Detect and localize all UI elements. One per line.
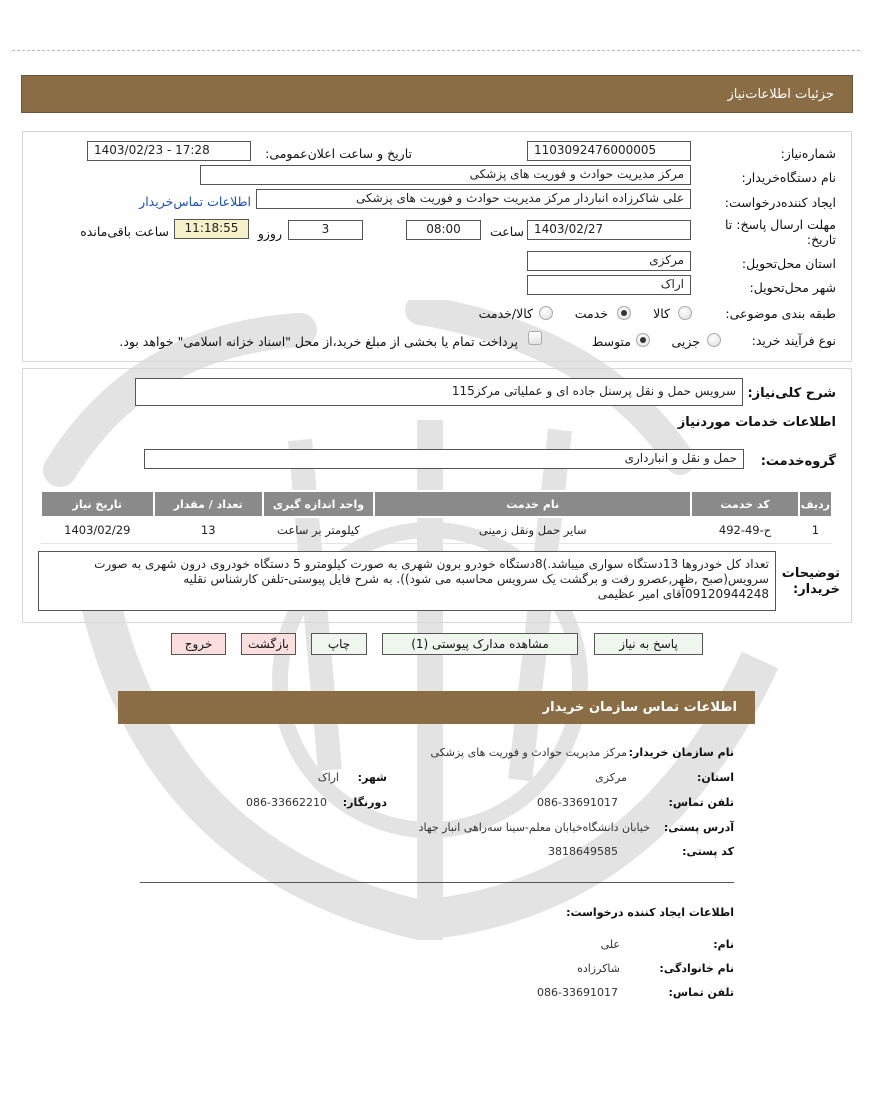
announce-date-field: 1403/02/23 - 17:28 xyxy=(87,141,251,161)
deadline-label: مهلت ارسال پاسخ: تا تاریخ: xyxy=(725,217,836,247)
buyer-contact-link[interactable]: اطلاعات تماس‌خریدار xyxy=(139,194,251,209)
row-name: سایر حمل ونقل زمینی xyxy=(374,517,691,543)
col-unit-header: واحد اندازه گیری xyxy=(263,491,374,517)
contact-section-title: اطلاعات تماس سازمان خریدار xyxy=(542,700,737,715)
contact-province-value: مرکزی xyxy=(595,771,627,784)
category-both-label: کالا/خدمت xyxy=(478,306,533,321)
need-number-field: 1103092476000005 xyxy=(527,141,691,161)
col-date-header: تاریخ نیاز xyxy=(41,491,154,517)
days-field: 3 xyxy=(288,220,363,240)
address-value: خیابان دانشگاه‌خیابان معلم-سینا سه‌راهی انبار جهاد xyxy=(418,821,650,834)
page-header xyxy=(21,75,853,113)
col-name-header: نام خدمت xyxy=(374,491,691,517)
buyer-notes-label: توضیحات خریدار: xyxy=(781,566,840,597)
requester-name-label: نام: xyxy=(713,938,734,951)
process-minor-label: جزیی xyxy=(671,334,700,349)
days-label: روزو xyxy=(257,226,282,241)
row-date: 1403/02/29 xyxy=(41,517,154,543)
category-service-radio[interactable] xyxy=(617,306,631,320)
category-goods-label: کالا xyxy=(653,306,670,321)
process-medium-label: متوسط xyxy=(591,334,631,349)
province-field: مرکزی xyxy=(527,251,691,271)
contact-phone-label: تلفن تماس: xyxy=(668,796,734,809)
summary-label: شرح کلی‌نیاز: xyxy=(747,386,836,401)
city-label: شهر محل‌تحویل: xyxy=(749,280,836,295)
back-button[interactable]: بازگشت xyxy=(241,633,296,655)
city-field: اراک xyxy=(527,275,691,295)
row-code: ح-49-492 xyxy=(691,517,798,543)
print-button[interactable]: چاپ xyxy=(311,633,367,655)
fax-label: دورنگار: xyxy=(342,796,387,809)
top-divider xyxy=(12,50,860,51)
row-qty: 13 xyxy=(154,517,263,543)
requester-phone-value: 086-33691017 xyxy=(537,986,618,999)
requester-title: اطلاعات ایجاد کننده درخواست: xyxy=(566,906,734,919)
category-goods-radio[interactable] xyxy=(678,306,692,320)
category-label: طبقه بندی موضوعی: xyxy=(725,306,836,321)
buyer-field: مرکز مدیریت حوادث و فوریت های پزشکی xyxy=(200,165,691,185)
treasury-note: پرداخت تمام یا بخشی از مبلغ خرید،از محل "اسناد خزانه اسلامی" خواهد بود. xyxy=(119,334,518,349)
org-name-value: مرکز مدیریت حوادث و فوریت های پزشکی xyxy=(430,746,627,759)
view-attachments-button[interactable]: مشاهده مدارک پیوستی (1) xyxy=(382,633,578,655)
service-group-field: حمل و نقل و انبارداری xyxy=(144,449,744,469)
requester-phone-label: تلفن تماس: xyxy=(668,986,734,999)
page-title: جزئیات اطلاعات‌نیاز xyxy=(727,86,834,102)
category-both-radio[interactable] xyxy=(539,306,553,320)
deadline-date-field: 1403/02/27 xyxy=(527,220,691,240)
treasury-checkbox[interactable] xyxy=(528,331,542,345)
province-label: استان محل‌تحویل: xyxy=(741,256,836,271)
table-header-row xyxy=(41,491,832,517)
deadline-time-label: ساعت xyxy=(489,224,524,239)
fax-value: 086-33662210 xyxy=(246,796,327,809)
org-name-label: نام سازمان خریدار: xyxy=(628,746,734,759)
address-label: آدرس پستی: xyxy=(663,821,734,834)
buyer-label: نام دستگاه‌خریدار: xyxy=(741,170,836,185)
buyer-notes-box xyxy=(38,551,776,611)
contact-province-label: استان: xyxy=(697,771,734,784)
contact-city-value: اراک xyxy=(317,771,339,784)
table-row xyxy=(41,517,832,543)
remaining-label: ساعت باقی‌مانده xyxy=(80,224,169,239)
contact-divider xyxy=(140,882,734,883)
col-code-header: کد خدمت xyxy=(691,491,798,517)
contact-city-label: شهر: xyxy=(357,771,387,784)
services-table xyxy=(40,490,833,544)
summary-field: سرویس حمل و نقل پرسنل جاده ای و عملیاتی مرکز115 xyxy=(135,378,743,406)
reply-button[interactable]: پاسخ به نیاز xyxy=(594,633,703,655)
contact-section-header xyxy=(118,691,755,724)
notes-line-2: سرویس(صبح ,ظهر,عصرو رفت و برگشت یک سرویس محاسبه می شود)). به شرح فایل پیوستی-تلفن کارشناس نقلیه xyxy=(183,572,769,586)
requester-family-label: نام خانوادگی: xyxy=(659,962,734,975)
notes-line-3: 09120944248آقای امیر عظیمی xyxy=(597,587,769,601)
postal-code-value: 3818649585 xyxy=(548,845,618,858)
remaining-time-field: 11:18:55 xyxy=(174,219,249,239)
deadline-time-field: 08:00 xyxy=(406,220,481,240)
creator-field: علی شاکرزاده انباردار مرکز مدیریت حوادث و فوریت های پزشکی xyxy=(256,189,691,209)
requester-family-value: شاکرزاده xyxy=(577,962,620,975)
services-title: اطلاعات خدمات موردنیاز xyxy=(677,415,836,430)
notes-line-1: تعداد کل خودروها 13دستگاه سواری میباشد.)8دستگاه خودرو برون شهری به صورت کیلومترو 5 دستگاه خودروی درون شهری به صورت xyxy=(94,557,769,571)
exit-button[interactable]: خروج xyxy=(171,633,226,655)
process-minor-radio[interactable] xyxy=(707,333,721,347)
need-number-label: شماره‌نیاز: xyxy=(780,146,836,161)
row-index: 1 xyxy=(799,517,832,543)
contact-phone-value: 086-33691017 xyxy=(537,796,618,809)
process-medium-radio[interactable] xyxy=(636,333,650,347)
process-label: نوع فرآیند خرید: xyxy=(751,333,836,348)
col-qty-header: تعداد / مقدار xyxy=(154,491,263,517)
announce-date-label: تاریخ و ساعت اعلان‌عمومی: xyxy=(265,146,412,161)
col-row-header: ردیف xyxy=(799,491,832,517)
postal-code-label: کد پستی: xyxy=(682,845,734,858)
requester-name-value: علی xyxy=(600,938,620,951)
category-service-label: خدمت xyxy=(574,306,608,321)
row-unit: کیلومتر بر ساعت xyxy=(263,517,374,543)
service-group-label: گروه‌خدمت: xyxy=(760,454,836,469)
creator-label: ایجاد کننده‌درخواست: xyxy=(724,195,836,210)
